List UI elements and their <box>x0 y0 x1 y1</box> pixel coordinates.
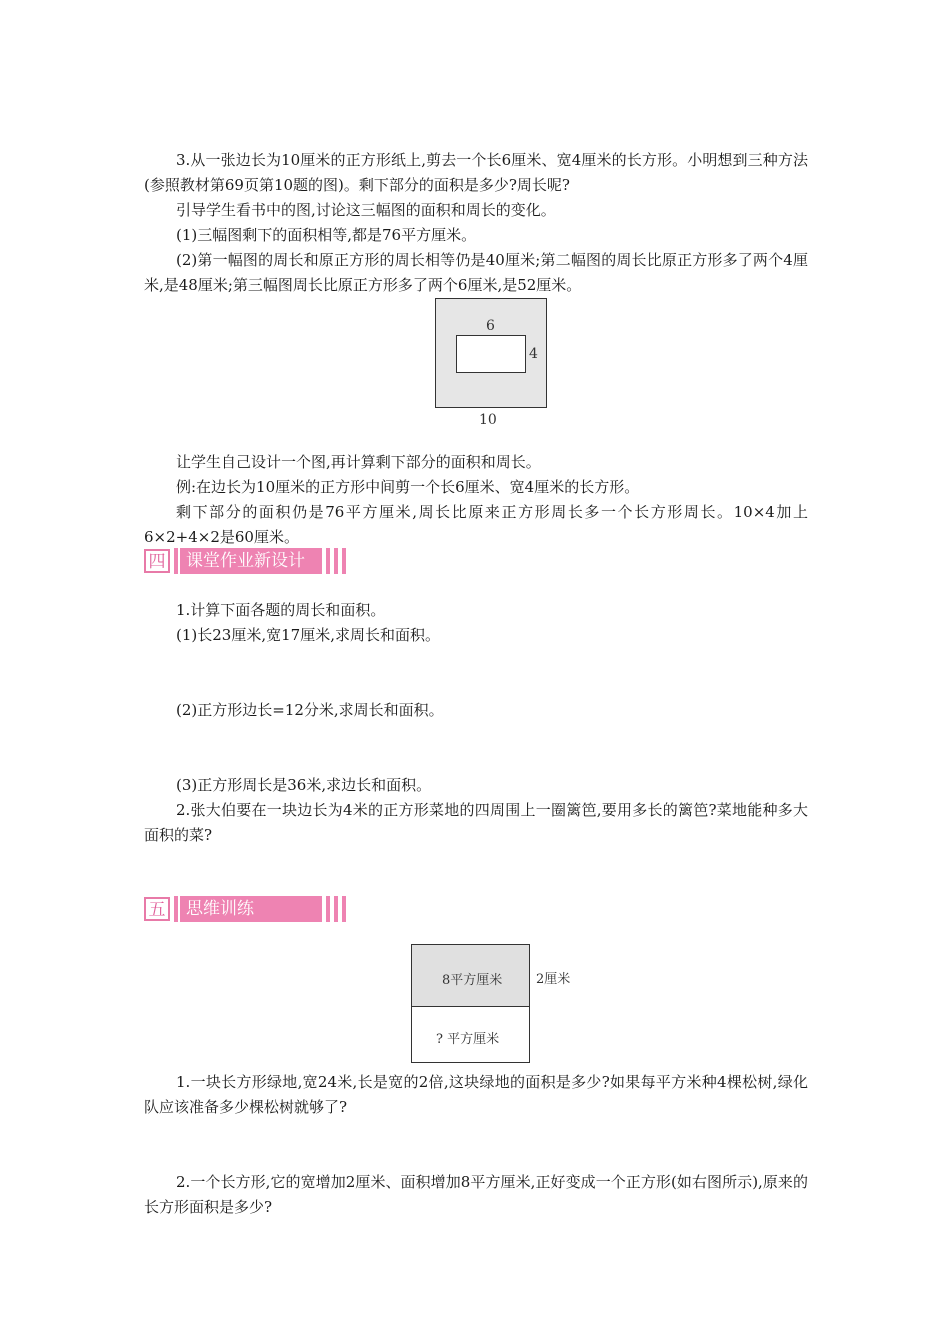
added-area-label: 8平方厘米 <box>442 973 503 988</box>
section-header-thinking <box>144 896 346 922</box>
hw-question-1c: (3)正方形周长是36米,求边长和面积。 <box>176 776 432 794</box>
section-number: 五 <box>144 897 170 921</box>
hw-question-2: 2.张大伯要在一块边长为4米的正方形菜地的四周围上一圈篱笆,要用多长的篱笆?菜地能种多大面积的菜? <box>144 801 808 844</box>
section-header-homework <box>144 548 346 574</box>
example-text: 例:在边长为10厘米的正方形中间剪一个长6厘米、宽4厘米的长方形。 <box>176 478 640 496</box>
think-question-1: 1.一块长方形绿地,宽24米,长是宽的2倍,这块绿地的面积是多少?如果每平方米种4棵松树,绿化队应该准备多少棵松树就够了? <box>144 1073 808 1116</box>
hw-question-1b: (2)正方形边长=12分米,求周长和面积。 <box>176 701 444 719</box>
rect-width-label: 4 <box>529 346 538 362</box>
added-strip <box>412 945 529 1007</box>
square-figure-2 <box>411 944 530 1063</box>
guide-text: 引导学生看书中的图,讨论这三幅图的面积和周长的变化。 <box>176 201 556 219</box>
rect-length-label: 6 <box>486 318 495 334</box>
original-area-label: ? 平方厘米 <box>436 1032 500 1047</box>
square-side-label: 10 <box>479 412 497 428</box>
width-increase-label: 2厘米 <box>536 972 571 987</box>
section-title: 课堂作业新设计 <box>180 548 322 574</box>
section-title: 思维训练 <box>180 896 322 922</box>
hw-question-1: 1.计算下面各题的周长和面积。 <box>176 601 386 619</box>
cut-rectangle <box>456 335 526 373</box>
example-answer-text: 剩下部分的面积仍是76平方厘米,周长比原来正方形周长多一个长方形周长。10×4加上6×2+4×2是60厘米。 <box>144 503 808 546</box>
section-number: 四 <box>144 549 170 573</box>
design-text: 让学生自己设计一个图,再计算剩下部分的面积和周长。 <box>176 453 541 471</box>
answer-2-text: (2)第一幅图的周长和原正方形的周长相等仍是40厘米;第二幅图的周长比原正方形多了两个4厘米,是48厘米;第三幅图周长比原正方形多了两个6厘米,是52厘米。 <box>144 251 808 294</box>
hw-question-1a: (1)长23厘米,宽17厘米,求周长和面积。 <box>176 626 440 644</box>
answer-1-text: (1)三幅图剩下的面积相等,都是76平方厘米。 <box>176 226 477 244</box>
square-figure <box>435 298 547 408</box>
think-question-2: 2.一个长方形,它的宽增加2厘米、面积增加8平方厘米,正好变成一个正方形(如右图所示),原来的长方形面积是多少? <box>144 1173 808 1216</box>
problem-3-text: 3.从一张边长为10厘米的正方形纸上,剪去一个长6厘米、宽4厘米的长方形。小明想到三种方法(参照教材第69页第10题的图)。剩下部分的面积是多少?周长呢? <box>144 151 808 194</box>
